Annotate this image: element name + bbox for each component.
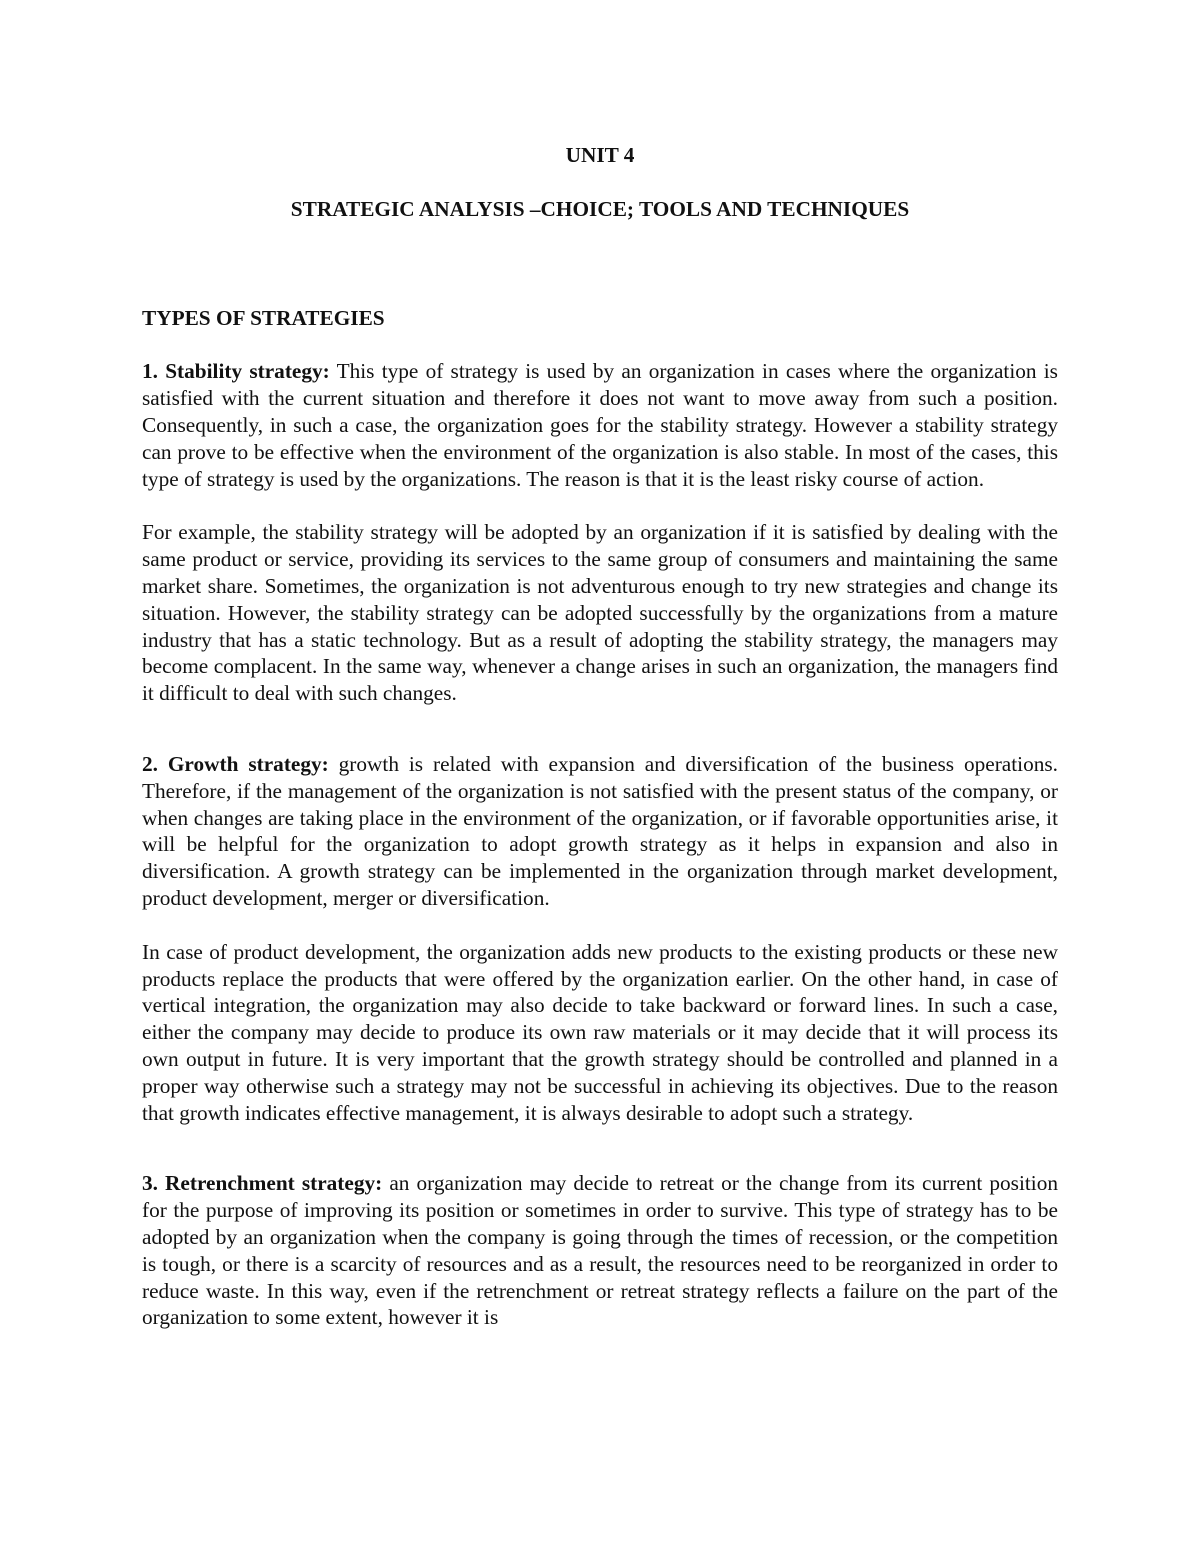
- paragraph: For example, the stability strategy will be adopted by an organization if it is satisfied by dealing with the same product or service, providing its services to the same group of consumers and maintaining the same market share. Sometimes, the organization is not adventurous enough to try new strategies and change its situation. However, the stability strategy can be adopted successfully by the organizations from a mature industry that has a static technology. But as a result of adopting the stability strategy, the managers may become complacent. In the same way, whenever a change arises in such an organization, the managers find it difficult to deal with such changes.: [142, 520, 1058, 706]
- main-title: STRATEGIC ANALYSIS –CHOICE; TOOLS AND TECHNIQUES: [290, 196, 910, 221]
- section-heading: TYPES OF STRATEGIES: [142, 305, 385, 330]
- section-retrenchment: [142, 1170, 1058, 1331]
- section-label: 1. Stability strategy:: [142, 359, 330, 384]
- paragraph-text: This type of strategy is used by an organization in cases where the organization is satisfied with the current situation and therefore it does not want to move away from such a position. Consequently, in such a case, the organization goes for the stability strategy. However a stability strategy can prove to be effective when the environment of the organization is also stable. In most of the cases, this type of strategy is used by the organizations. The reason is that it is the least risky course of action.: [142, 359, 1058, 491]
- section-label: 2. Growth strategy:: [142, 751, 329, 776]
- section-label: 3. Retrenchment strategy:: [142, 1171, 383, 1196]
- paragraph-text: an organization may decide to retreat or the change from its current position for the purpose of improving its position or sometimes in order to survive. This type of strategy has to be adopted by an organization when the company is going through the times of recession, or the competition is tough, or there is a scarcity of resources and as a result, the resources need to be reorganized in order to reduce waste. In this way, even if the retrenchment or retreat strategy reflects a failure on the part of the organization to some extent, however it is: [142, 1171, 1058, 1330]
- paragraph: [142, 1170, 1058, 1331]
- unit-title: UNIT 4: [565, 143, 635, 167]
- paragraph-text: growth is related with expansion and diversification of the business operations. Therefore, if the management of the organization is not satisfied with the present status of the company, or when changes are taking place in the environment of the organization, or if favorable opportunities arise, it will be helpful for the organization to adopt growth strategy as it helps in expansion and also in diversification. A growth strategy can be implemented in the organization through market development, product development, merger or diversification.: [142, 751, 1058, 910]
- paragraph: [142, 751, 1058, 912]
- document-page: [142, 142, 1058, 1331]
- paragraph: [142, 358, 1058, 492]
- section-stability: [142, 358, 1058, 707]
- paragraph: In case of product development, the organization adds new products to the existing products or these new products replace the products that were offered by the organization earlier. On the other hand, in case of vertical integration, the organization may also decide to take backward or forward lines. In such a case, either the company may decide to produce its own raw materials or it may decide that it will process its own output in future. It is very important that the growth strategy should be controlled and planned in a proper way otherwise such a strategy may not be successful in achieving its objectives. Due to the reason that growth indicates effective management, it is always desirable to adopt such a strategy.: [142, 939, 1058, 1125]
- section-growth: [142, 751, 1058, 1126]
